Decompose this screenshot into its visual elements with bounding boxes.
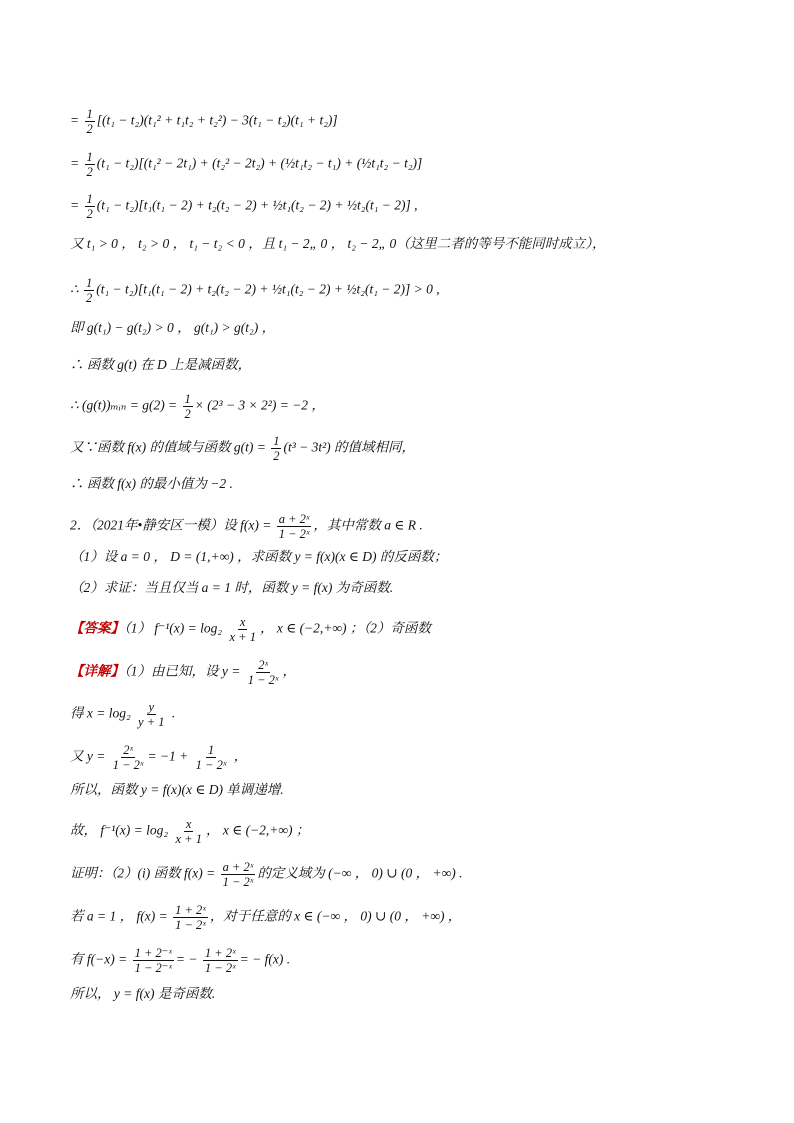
- line-suffix: × (2³ − 3 × 2²) = −2 ，: [194, 397, 325, 413]
- text-line-4: [70, 234, 605, 254]
- text-line-14: [70, 615, 431, 644]
- line-text: 所以，函数 y = f(x)(x ∈ D) 单调递增.: [70, 782, 284, 797]
- fraction-denominator: 2: [85, 291, 93, 305]
- fraction-denominator: 1 − 2ˣ: [247, 673, 279, 687]
- section-tag: 【详解】: [70, 663, 124, 680]
- line-prefix: =: [70, 155, 83, 171]
- line-suffix-2: = − f(x) .: [239, 951, 291, 967]
- text-line-3: [70, 192, 418, 221]
- text-line-16: [70, 700, 175, 729]
- text-line-11: [70, 512, 423, 541]
- fraction: [271, 434, 281, 463]
- line-text: ∴ 函数 f(x) 的最小值为 −2 .: [70, 476, 233, 491]
- line-prefix: ∴: [70, 281, 82, 297]
- fraction: [111, 743, 146, 772]
- line-text: （1）设 a = 0 ， D = (1,+∞) ，求函数 y = f(x)(x ∈ D) 的反函数；: [70, 549, 448, 564]
- fraction: [173, 817, 203, 846]
- text-line-17: [70, 743, 247, 772]
- fraction-denominator: 2: [86, 165, 93, 179]
- text-line-6: [70, 318, 275, 338]
- text-line-13: [70, 578, 393, 598]
- text-line-23: [70, 984, 215, 1004]
- fraction-denominator: y + 1: [138, 715, 165, 729]
- fraction-denominator: 1 − 2⁻ˣ: [134, 961, 172, 975]
- fraction-numerator: 2ˣ: [258, 658, 268, 672]
- line-text: （2）求证：当且仅当 a = 1 时，函数 y = f(x) 为奇函数.: [70, 580, 394, 595]
- fraction-2: [203, 946, 238, 975]
- fraction-numerator: 1: [273, 434, 280, 448]
- fraction-2: [194, 743, 229, 772]
- line-suffix: ， x ∈ (−2,+∞) ；: [205, 822, 310, 838]
- line-suffix: [(t₁ − t₂)(t₁² + t₁t₂ + t₂²) − 3(t₁ − t₂)(t₁ + t₂)]: [96, 112, 338, 128]
- fraction: [277, 512, 312, 541]
- line-suffix: .: [168, 705, 176, 721]
- fraction-numerator: x: [239, 615, 246, 629]
- line-prefix: ∴ (g(t))ₘᵢₙ = g(2) =: [70, 397, 181, 413]
- line-prefix: =: [70, 112, 83, 128]
- fraction-denominator: 1 − 2ˣ: [175, 918, 206, 932]
- fraction-denominator: 2: [273, 449, 280, 463]
- fraction-denominator: x + 1: [175, 832, 202, 846]
- text-line-9: [70, 434, 415, 463]
- fraction-numerator: 1: [86, 150, 93, 164]
- fraction-denominator: 2: [184, 407, 191, 421]
- line-text: 又 t₁ > 0 ， t₂ > 0 ， t₁ − t₂ < 0 ，且 t₁ − 2„ 0 ， t₂ − 2„ 0（这里二者的等号不能同时成立），: [70, 236, 606, 251]
- line-prefix: 又∵函数 f(x) 的值域与函数 g(t) =: [70, 439, 270, 455]
- fraction-2-denominator: 1 − 2ˣ: [195, 758, 227, 772]
- line-prefix: 又 y =: [70, 748, 109, 764]
- text-line-7: [70, 355, 251, 375]
- fraction-denominator: 2: [86, 207, 93, 221]
- text-line-20: [70, 860, 462, 889]
- fraction: [85, 150, 95, 179]
- fraction: [136, 700, 166, 729]
- fraction-numerator: 1: [85, 276, 93, 290]
- line-suffix: = −: [175, 951, 201, 967]
- line-suffix: (t₁ − t₂)[(t₁² − 2t₁) + (t₂² − 2t₂) + (½t₁t₂ − t₁) + (½t₁t₂ − t₂)]: [96, 155, 423, 171]
- line-prefix: 故， f⁻¹(x) = log₂: [70, 822, 172, 838]
- line-prefix: =: [70, 197, 83, 213]
- fraction-numerator: 1: [86, 107, 93, 121]
- fraction-numerator: 1 + 2ˣ: [175, 903, 206, 917]
- line-text: 即 g(t₁) − g(t₂) > 0 ， g(t₁) > g(t₂) ，: [70, 320, 276, 335]
- line-prefix: 证明：（2）(i) 函数 f(x) =: [70, 865, 219, 881]
- line-prefix: （1） f⁻¹(x) = log₂: [124, 620, 226, 636]
- fraction-denominator: 1 − 2ˣ: [278, 527, 310, 541]
- fraction: [85, 192, 95, 221]
- fraction-numerator: 1 + 2⁻ˣ: [134, 946, 172, 960]
- fraction-denominator: 1 − 2ˣ: [112, 758, 144, 772]
- fraction: [183, 392, 193, 421]
- line-suffix: ，: [282, 663, 296, 679]
- line-suffix: ，对于任意的 x ∈ (−∞ ， 0) ∪ (0 ， +∞) ，: [209, 908, 462, 924]
- fraction: [85, 107, 95, 136]
- fraction-2-denominator: 1 − 2ˣ: [204, 961, 236, 975]
- fraction: [84, 276, 94, 305]
- line-suffix: (t³ − 3t²) 的值域相同，: [283, 439, 416, 455]
- text-line-12: [70, 547, 447, 567]
- fraction: [227, 615, 257, 644]
- line-text: 所以， y = f(x) 是奇函数.: [70, 986, 216, 1001]
- fraction-numerator: 2ˣ: [123, 743, 133, 757]
- fraction: [221, 860, 256, 889]
- line-suffix: ，其中常数 a ∈ R .: [313, 517, 423, 533]
- fraction: [173, 903, 208, 932]
- text-line-8: [70, 392, 325, 421]
- fraction-numerator: y: [148, 700, 155, 714]
- line-suffix: (t₁ − t₂)[t₁(t₁ − 2) + t₂(t₂ − 2) + ½t₁(t₂ − 2) + ½t₂(t₁ − 2)] > 0 ,: [96, 281, 440, 297]
- text-line-21: [70, 903, 461, 932]
- text-line-2: [70, 150, 422, 179]
- fraction-denominator: 1 − 2ˣ: [222, 875, 254, 889]
- fraction-denominator: x + 1: [229, 630, 256, 644]
- fraction-numerator: x: [185, 817, 192, 831]
- line-prefix: （1）由已知，设 y =: [124, 663, 244, 679]
- fraction: [133, 946, 174, 975]
- line-prefix: 得 x = log₂: [70, 705, 135, 721]
- line-prefix: 2．（2021年•静安区一模）设 f(x) =: [70, 517, 275, 533]
- section-tag: 【答案】: [70, 620, 124, 637]
- fraction-2-numerator: 1: [207, 743, 215, 757]
- text-line-10: [70, 474, 233, 494]
- fraction-numerator: a + 2ˣ: [278, 512, 310, 526]
- line-suffix: = −1 +: [147, 748, 192, 764]
- fraction-numerator: 1: [86, 192, 93, 206]
- text-line-15: [70, 658, 296, 687]
- fraction-denominator: 2: [86, 122, 93, 136]
- fraction-2-numerator: 1 + 2ˣ: [204, 946, 236, 960]
- text-line-5: [70, 276, 440, 305]
- fraction-numerator: a + 2ˣ: [222, 860, 254, 874]
- line-text: ∴ 函数 g(t) 在 D 上是减函数，: [70, 357, 252, 372]
- line-suffix: ， x ∈ (−2,+∞) ；（2）奇函数: [259, 620, 431, 636]
- line-suffix: 的定义域为 (−∞ ， 0) ∪ (0 ， +∞) .: [257, 865, 463, 881]
- fraction-numerator: 1: [184, 392, 191, 406]
- line-prefix: 若 a = 1 ， f(x) =: [70, 908, 172, 924]
- text-line-22: [70, 946, 290, 975]
- line-suffix-2: ，: [230, 748, 248, 764]
- text-line-18: [70, 780, 284, 800]
- fraction: [246, 658, 281, 687]
- text-line-1: [70, 107, 338, 136]
- line-suffix: (t₁ − t₂)[t₁(t₁ − 2) + t₂(t₂ − 2) + ½t₁(t₂ − 2) + ½t₂(t₁ − 2)] ,: [96, 197, 418, 213]
- text-line-19: [70, 817, 309, 846]
- line-prefix: 有 f(−x) =: [70, 951, 131, 967]
